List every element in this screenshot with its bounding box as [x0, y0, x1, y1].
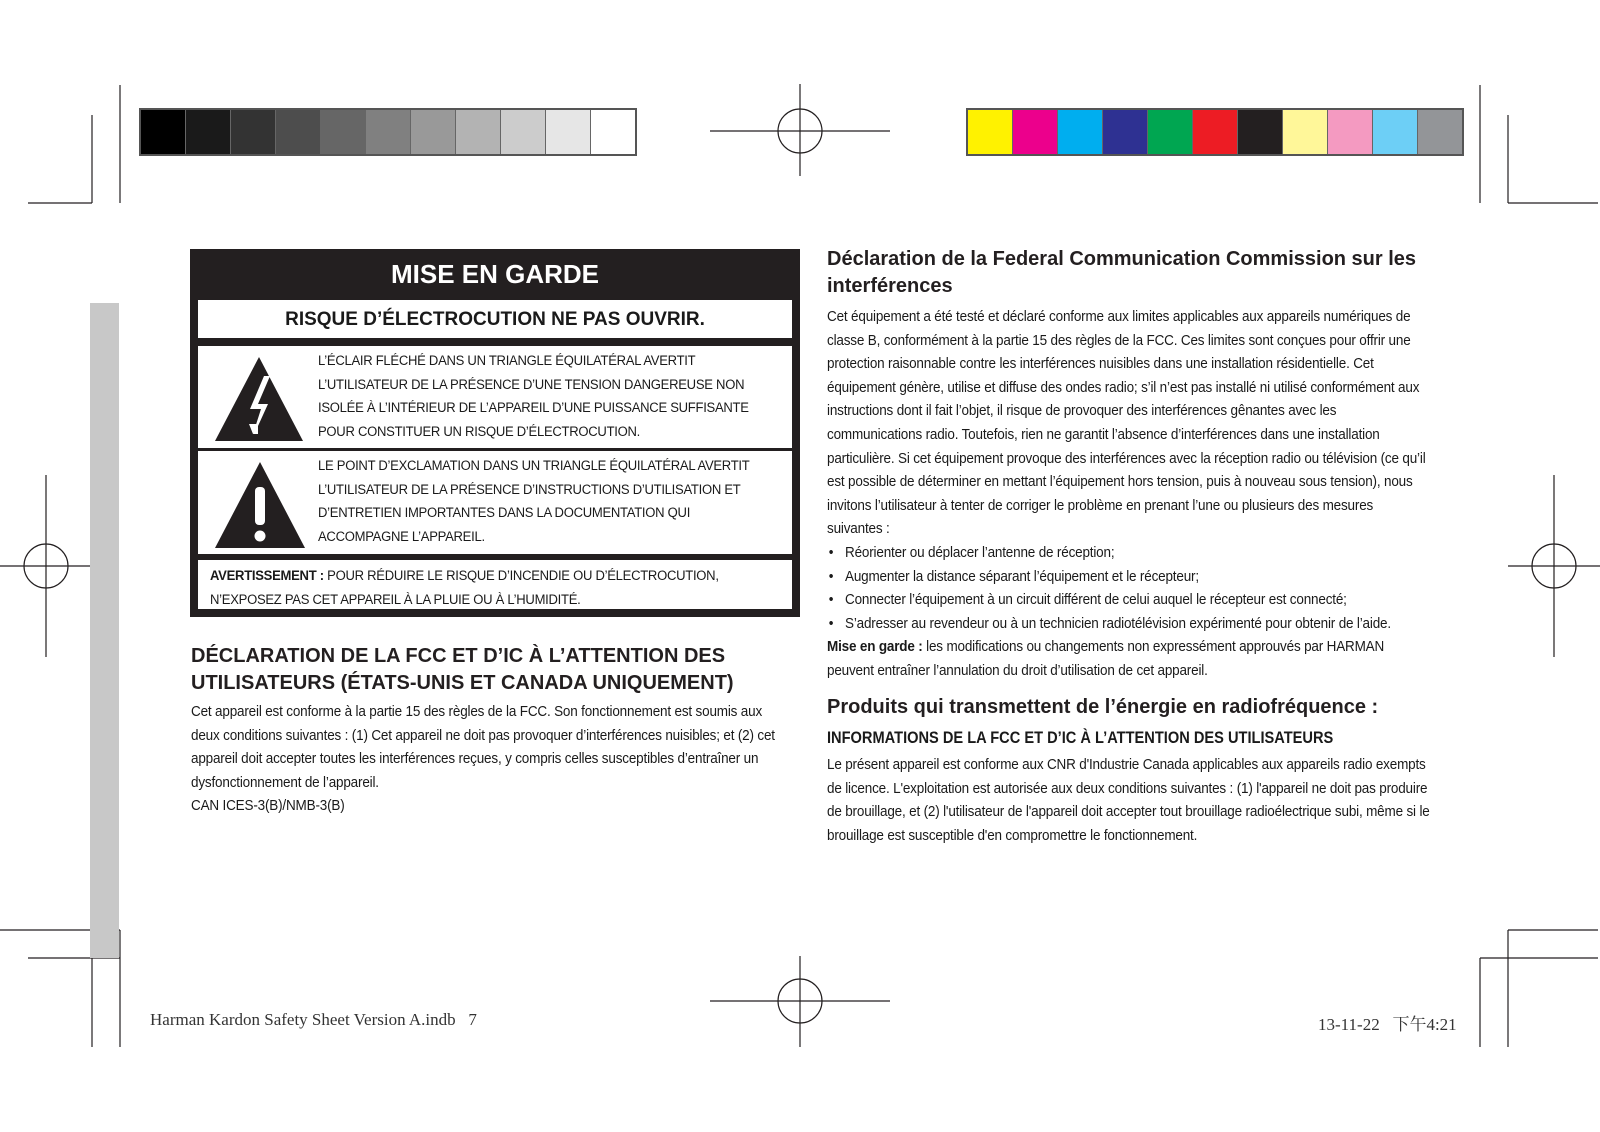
- print-date: 13-11-22 下午4:21: [1318, 1015, 1457, 1034]
- fcc-ic-body: [191, 700, 792, 818]
- caution-subtitle: RISQUE D’ÉLECTROCUTION NE PAS OUVRIR.: [198, 300, 792, 338]
- rf-products-heading: Produits qui transmettent de l’énergie en radiofréquence :: [827, 696, 1379, 718]
- color-swatch: [186, 110, 231, 154]
- file-name: Harman Kardon Safety Sheet Version A.indb 7: [150, 1010, 477, 1029]
- registration-mark-left: [0, 475, 92, 657]
- registration-mark-right: [1508, 475, 1600, 657]
- color-swatch: [1013, 110, 1058, 154]
- file-slug: [150, 1010, 477, 1030]
- color-swatch: [1238, 110, 1283, 154]
- date-slug: [1318, 1010, 1457, 1035]
- process-color-bar: [966, 108, 1464, 156]
- fcc-ic-heading: DÉCLARATION DE LA FCC ET D’IC À L’ATTENTION DES UTILISATEURS (ÉTATS-UNIS ET CANADA UNIQUEMENT): [191, 645, 734, 694]
- can-ices-label: CAN ICES-3(B)/NMB-3(B): [191, 797, 345, 814]
- lightning-triangle-icon: [212, 354, 306, 444]
- list-item: • Connecter l’équipement à un circuit différent de celui auquel le récepteur est connecté;: [827, 588, 1428, 612]
- registration-mark-top: [710, 84, 890, 176]
- gray-side-strip: [90, 303, 119, 958]
- list-item: • Augmenter la distance séparant l’équipement et le récepteur;: [827, 565, 1428, 589]
- color-swatch: [456, 110, 501, 154]
- color-swatch: [591, 110, 635, 154]
- fcc-declaration-heading: Déclaration de la Federal Communication Commission sur les interférences: [827, 248, 1417, 297]
- exclamation-warning-row: [198, 451, 792, 554]
- registration-mark-bottom: [710, 956, 890, 1047]
- color-swatch: [411, 110, 456, 154]
- color-swatch: [1193, 110, 1238, 154]
- lightning-warning-text: L’ÉCLAIR FLÉCHÉ DANS UN TRIANGLE ÉQUILATÉRAL AVERTIT L’UTILISATEUR DE LA PRÉSENCE D’UNE TENSION DANGEREUSE NON ISOLÉE À L’INTÉRIEUR DE L’APPAREIL D’UNE PUISSANCE SUFFISANTE POUR CONSTITUER UN RISQUE D’ÉLECTROCUTION.: [318, 353, 749, 440]
- list-item: • S’adresser au revendeur ou à un technicien radiotélévision expérimenté pour obtenir de l’aide.: [827, 612, 1428, 636]
- color-swatch: [366, 110, 411, 154]
- color-swatch: [276, 110, 321, 154]
- color-swatch: [501, 110, 546, 154]
- caution-footer-text: [210, 565, 771, 612]
- caution-footer: [198, 560, 792, 609]
- caution-footer-label: AVERTISSEMENT :: [210, 568, 324, 584]
- caution-note-label: Mise en garde :: [827, 638, 923, 656]
- fcc-declaration-body: [827, 305, 1428, 683]
- exclamation-triangle-icon: [212, 459, 308, 551]
- color-swatch: [1103, 110, 1148, 154]
- caution-footer-body: POUR RÉDUIRE LE RISQUE D’INCENDIE OU D’ÉLECTROCUTION, N’EXPOSEZ PAS CET APPAREIL À LA PLUIE OU À L’HUMIDITÉ.: [210, 568, 719, 608]
- fcc-ic-paragraph: Cet appareil est conforme à la partie 15 des règles de la FCC. Son fonctionnement est soumis aux deux conditions suivantes : (1) Cet appareil ne doit pas provoquer d’interférences nuisibles; et (2) cet appareil doit accepter toutes les interférences reçues, y compris celles susceptibles d’entraîner un dysfonctionnement de l’appareil.: [191, 703, 775, 791]
- caution-note-text: les modifications ou changements non expressément approuvés par HARMAN peuvent entraîner l’annulation du droit d’utilisation de cet appareil.: [827, 638, 1385, 679]
- color-swatch: [141, 110, 186, 154]
- color-swatch: [231, 110, 276, 154]
- color-swatch: [1373, 110, 1418, 154]
- color-swatch: [546, 110, 591, 154]
- fcc-declaration-paragraph: Cet équipement a été testé et déclaré conforme aux limites applicables aux appareils numériques de classe B, conformément à la partie 15 des règles de la FCC. Ces limites sont conçues pour offrir une protection raisonnable contre les interférences nuisibles dans une installation résidentielle. Cet équipement génère, utilise et diffuse des ondes radio; s’il n’est pas installé ni utilisé conformément aux instructions dont il fait l’objet, il risque de provoquer des interférences gênantes avec les communications radio. Toutefois, rien ne garantit l’absence d’interférences dans une installation particulière. Si cet équipement provoque des interférences avec la réception radio ou télévision (ce qu’il est possible de déterminer en mettant l’équipement hors tension, puis à nouveau sous tension), nous invitons l’utilisateur à tenter de corriger le problème en prenant l’une ou plusieurs des mesures suivantes :: [827, 308, 1426, 538]
- lightning-warning-row: [198, 346, 792, 448]
- color-swatch: [968, 110, 1013, 154]
- caution-title: MISE EN GARDE: [390, 259, 600, 289]
- fcc-measures-list: [827, 541, 1428, 635]
- exclamation-warning-text: LE POINT D’EXCLAMATION DANS UN TRIANGLE ÉQUILATÉRAL AVERTIT L’UTILISATEUR DE LA PRÉSENCE D’INSTRUCTIONS D’UTILISATION ET D’ENTRETIEN IMPORTANTES DANS LA DOCUMENTATION QUI ACCOMPAGNE L’APPAREIL.: [318, 458, 750, 545]
- color-swatch: [1148, 110, 1193, 154]
- color-swatch: [1058, 110, 1103, 154]
- caution-box: [190, 249, 800, 617]
- fcc-ic-users-subheading: INFORMATIONS DE LA FCC ET D’IC À L’ATTENTION DES UTILISATEURS: [827, 728, 1334, 747]
- industry-canada-paragraph: Le présent appareil est conforme aux CNR d'Industrie Canada applicables aux appareils radio exempts de licence. L'exploitation est autorisée aux deux conditions suivantes : (1) l'appareil ne doit pas produire de brouillage, et (2) l'utilisateur de l'appareil doit accepter tout brouillage radioélectrique subi, même si le brouillage est susceptible d'en compromettre le fonctionnement.: [827, 756, 1430, 844]
- grayscale-color-bar: [139, 108, 637, 156]
- color-swatch: [321, 110, 366, 154]
- list-item: • Réorienter ou déplacer l’antenne de réception;: [827, 541, 1428, 565]
- color-swatch: [1328, 110, 1373, 154]
- color-swatch: [1418, 110, 1462, 154]
- color-swatch: [1283, 110, 1328, 154]
- caution-note: [827, 635, 1428, 682]
